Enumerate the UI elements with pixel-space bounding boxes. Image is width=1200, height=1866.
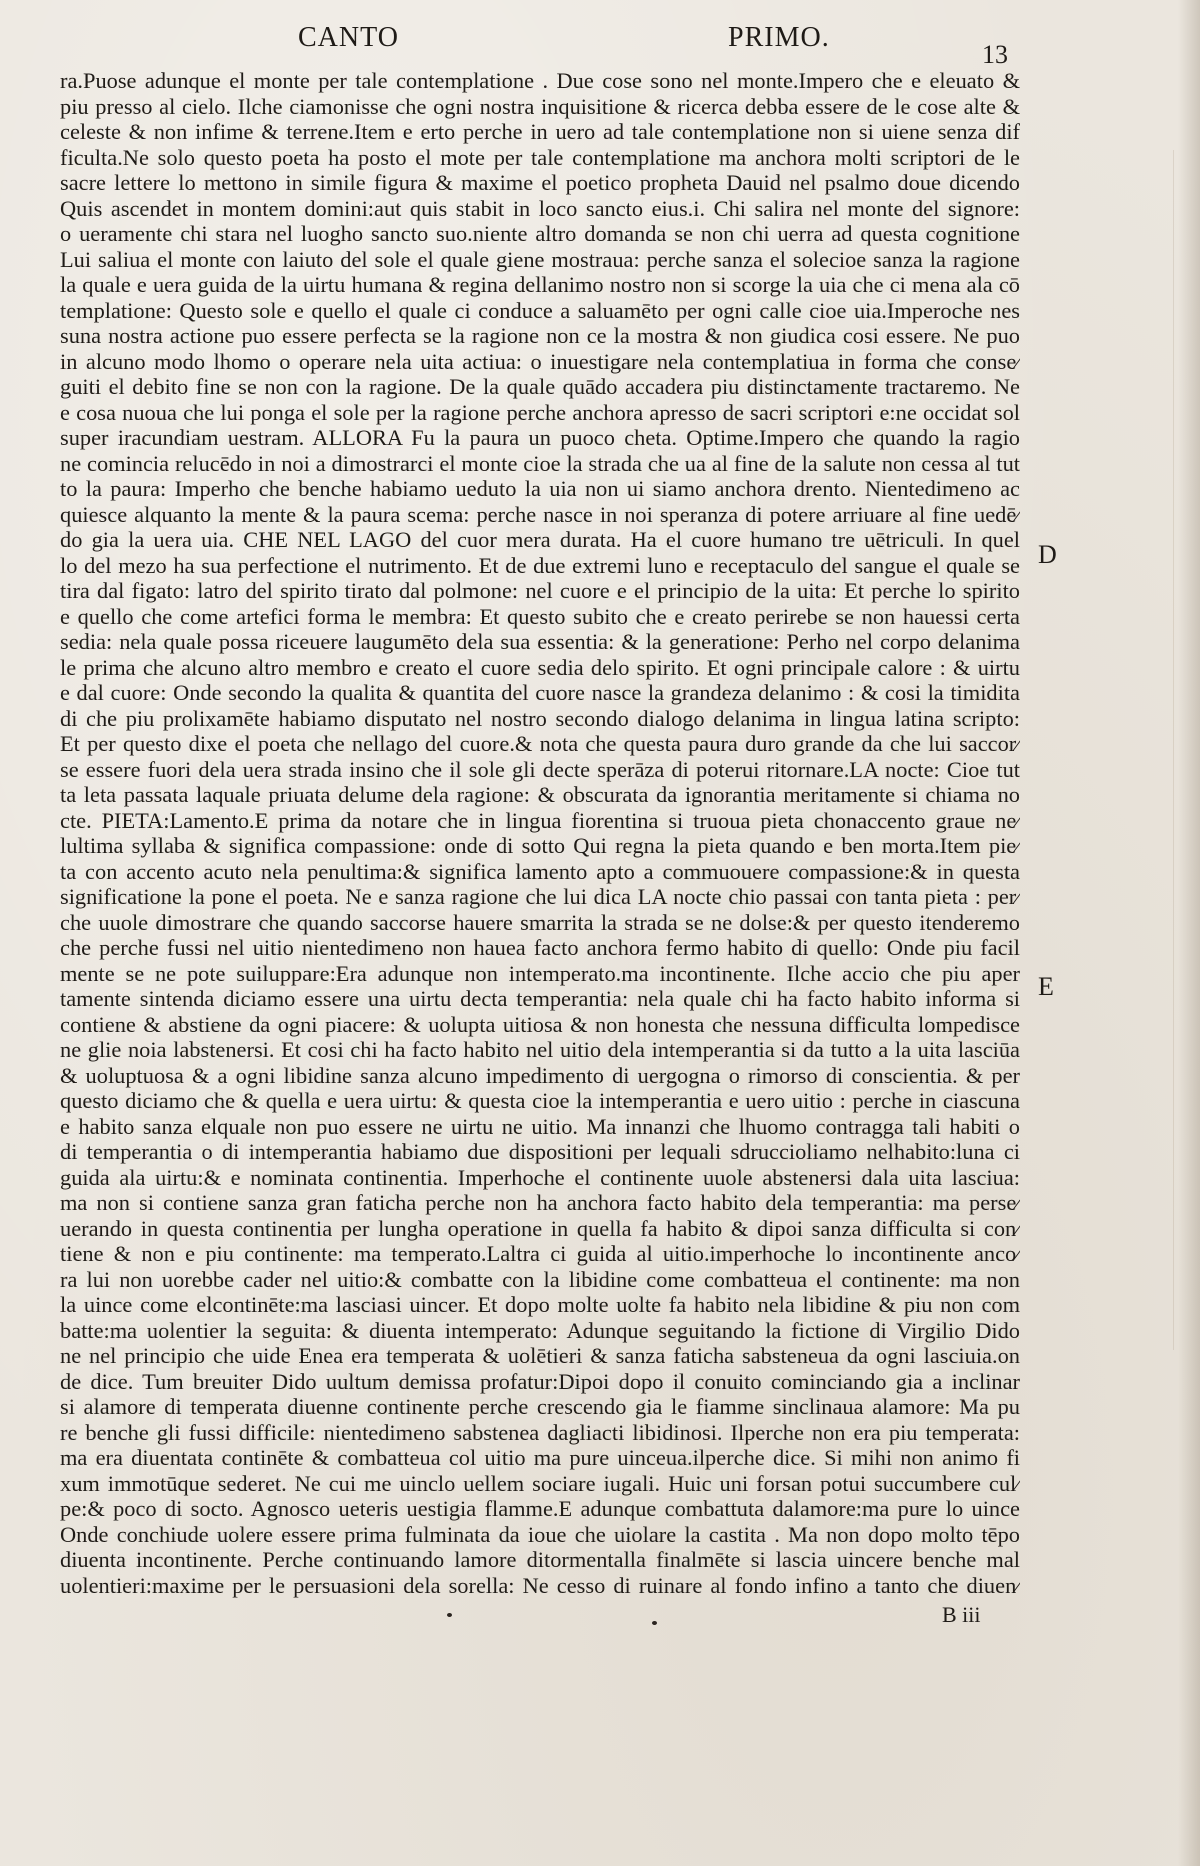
text-line: significatione la pone el poeta. Ne e sanza ragione che lui dica LA nocte chio passai con tanta pieta : per⁄	[60, 884, 1020, 909]
text-line: e habito sanza elquale non puo essere ne uirtu ne uitio. Ma innanzi che lhuomo contragga tali habiti o	[60, 1113, 1020, 1139]
commentary-text-block	[60, 68, 1020, 1598]
text-line: do gia la uera uia. CHE NEL LAGO del cuor mera durata. Ha el cuore humano tre uētriculi. In quel	[60, 527, 1020, 552]
text-line: quiesce alquanto la mente & la paura scema: perche nasce in noi speranza di potere arriuare al fine uedē⁄	[60, 501, 1020, 527]
folio-number: 13	[982, 40, 1008, 69]
text-line: ne comincia relucēdo in noi a dimostrarci el monte cioe la strada che ua al fine de la salute non cessa al tut	[60, 450, 1020, 476]
text-line: ra lui non uorebbe cader nel uitio:& combatte con la libidine come combatteua el continente: ma non	[60, 1266, 1020, 1292]
text-line: ma non si contiene sanza gran faticha perche non ha anchora facto habito dela temperantia: ma perse⁄	[60, 1190, 1020, 1215]
text-line: celeste & non infime & terrene.Item e erto perche in uero ad tale contemplatione non si uiene senza dif	[60, 119, 1020, 144]
margin-letter-e: E	[1038, 972, 1054, 1001]
text-line: che perche fussi nel uitio nientedimeno non hauea facto anchora fermo habito di quello: Onde piu facil	[60, 935, 1020, 960]
text-line: guida ala uirtu:& e nominata continentia. Imperhoche el continente uuole abstenersi dala uita lasciua:	[60, 1164, 1020, 1190]
text-line: che uuole dimostrare che quando saccorse hauere smarrita la strada se ne dolse:& per questo itenderemo	[60, 909, 1020, 935]
text-line: la quale e uera guida de la uirtu humana & regina dellanimo nostro non si scorge la uia che ci mena ala cō	[60, 272, 1020, 297]
text-line: Onde conchiude uolere essere prima fulminata da ioue che uiolare la castita . Ma non dopo molto tēpo	[60, 1521, 1020, 1547]
text-line: Et per questo dixe el poeta che nellago del cuore.& nota che questa paura duro grande da che lui saccor⁄	[60, 731, 1020, 756]
text-line: ne glie noia labstenersi. Et cosi chi ha facto habito nel uitio dela intemperantia si da tutto a la uita lasciūa	[60, 1037, 1020, 1062]
text-line: diuenta incontinente. Perche continuando lamore ditormentalla finalmēte si lascia uincere benche mal	[60, 1547, 1020, 1572]
page-crease	[1173, 150, 1174, 1350]
text-line: to la paura: Imperho che benche habiamo ueduto la uia non ui siamo anchora drento. Nientedimeno ac	[60, 476, 1020, 501]
text-line: se essere fuori dela uera strada insino che il sole gli decte sperāza di poterui ritornare.LA nocte: Cioe tut	[60, 756, 1020, 782]
text-line: ficulta.Ne solo questo poeta ha posto el mote per tale contemplatione ma anchora molti scriptori de le	[60, 144, 1020, 170]
text-line: & uoluptuosa & a ogni libidine sanza alcuno impedimento di uergogna o rimorso di conscientia. & per	[60, 1062, 1020, 1088]
text-line: tira dal figato: latro del spirito tirato dal polmone: nel cuore e el principio de la uita: Et perche lo spirito	[60, 578, 1020, 603]
text-line: o ueramente chi stara nel luogho sancto suo.niente altro domanda se non chi uerra ad questa cognitione	[60, 221, 1020, 246]
text-line: batte:ma uolentier la seguita: & diuenta intemperato: Adunque seguitando la fictione di Virgilio Dido	[60, 1317, 1020, 1343]
text-line: contiene & abstiene da ogni piacere: & uolupta uitiosa & non honesta che nessuna difficulta lompedisce	[60, 1011, 1020, 1037]
margin-letter-d: D	[1038, 540, 1057, 569]
text-line: tiene & non e piu continente: ma temperato.Laltra ci guida al uitio.imperhoche lo incontinente anco⁄	[60, 1241, 1020, 1266]
text-line: la uince come elcontinēte:ma lasciasi uincer. Et dopo molte uolte fa habito nela libidine & piu non com	[60, 1292, 1020, 1317]
running-head-left: CANTO	[298, 22, 399, 53]
text-line: templatione: Questo sole e quello el quale ci conduce a saluamēto per ogni calle cioe uia.Imperoche nes	[60, 297, 1020, 323]
text-line: questo diciamo che & quella e uera uirtu: & questa cioe la intemperantia e uero uitio : perche in ciascuna	[60, 1088, 1020, 1113]
text-line: de dice. Tum breuiter Dido uultum demissa profatur:Dipoi dopo il conuito cominciando gia a inclinar	[60, 1368, 1020, 1394]
text-line: super iracundiam uestram. ALLORA Fu la paura un puoco cheta. Optime.Impero che quando la ragio	[60, 425, 1020, 450]
text-line: ta con accento acuto nela penultima:& significa lamento apto a commuouere compassione:& in questa	[60, 858, 1020, 884]
text-line: lultima syllaba & significa compassione: onde di sotto Qui regna la pieta quando e ben morta.Item pie⁄	[60, 833, 1020, 858]
text-line: si alamore di temperata diuenne continente perche crescendo gia le fiamme sinclinaua alamore: Ma pu	[60, 1394, 1020, 1419]
text-line: ta leta passata laquale priuata delume dela ragione: & obscurata da ignorantia meritamente si chiama no	[60, 782, 1020, 807]
text-line: sedia: nela quale possa riceuere laugumēto dela sua essentia: & la generatione: Perho nel corpo delanima	[60, 629, 1020, 654]
text-line: Lui saliua el monte con laiuto del sole el quale giene mostraua: perche sanza el solecioe sanza la ragione	[60, 246, 1020, 272]
page-edge-shadow	[1178, 0, 1200, 1866]
text-line: xum immotūque sederet. Ne cui me uinclo uellem sociare iugali. Huic uni forsan potui succumbere cul⁄	[60, 1470, 1020, 1496]
text-line: re benche gli fussi difficile: nientedimeno sabstenea dagliacti libidinosi. Ilperche non era piu temperata:	[60, 1419, 1020, 1445]
text-line: e dal cuore: Onde secondo la qualita & quantita del cuore nasce la grandeza delanimo : & cosi la timidita	[60, 680, 1020, 705]
text-line: suna nostra actione puo essere perfecta se la ragione non ce la mostra & non giudica cosi essere. Ne puo	[60, 323, 1020, 348]
text-line: cte. PIETA:Lamento.E prima da notare che in lingua fiorentina si truoua pieta chonaccento graue ne⁄	[60, 807, 1020, 833]
text-line: piu presso al cielo. Ilche ciamonisse che ogni nostra inquisitione & ricerca debba essere de le cose alte &	[60, 93, 1020, 119]
text-line: uerando in questa continentia per lungha operatione in quella fa habito & dipoi sanza difficulta si con⁄	[60, 1215, 1020, 1241]
text-line: pe:& poco di socto. Agnosco ueteris uestigia flamme.E adunque combattuta dalamore:ma pure lo uince	[60, 1496, 1020, 1521]
text-line: e quello che come artefici forma le membra: Et questo subito che e creato perirebe se non hauessi certa	[60, 603, 1020, 629]
text-line: Quis ascendet in montem domini:aut quis stabit in loco sancto eius.i. Chi salira nel monte del signore:	[60, 195, 1020, 221]
text-line: lo del mezo ha sua perfectione el nutrimento. Et de due extremi luno e receptaculo del sangue el quale se	[60, 552, 1020, 578]
text-line: ma era diuentata continēte & combatteua col uitio ma pure uinceua.ilperche dice. Si mihi non animo fi	[60, 1445, 1020, 1470]
text-line: uolentieri:maxime per le persuasioni dela sorella: Ne cesso di ruinare al fondo infino a tanto che diuen⁄	[60, 1572, 1020, 1598]
text-line: ne nel principio che uide Enea era temperata & uolētieri & sanza faticha sabsteneua da ogni lasciuia.on	[60, 1343, 1020, 1368]
text-line: guiti el debito fine se non con la ragione. De la quale quādo accadera piu distinctamente tractaremo. Ne	[60, 374, 1020, 399]
text-line: in alcuno modo lhomo o operare nela uita actiua: o inuestigare nela contemplatiua in forma che conse⁄	[60, 348, 1020, 374]
text-line: mente se ne pote suiluppare:Era adunque non intemperato.ma incontinente. Ilche accio che piu aper	[60, 960, 1020, 986]
text-line: di che piu prolixamēte habiamo disputato nel nostro secondo dialogo delanima in lingua latina scripto:	[60, 705, 1020, 731]
ink-dot	[447, 1613, 452, 1617]
text-line: tamente sintenda diciamo essere una uirtu decta temperantia: nela quale chi ha facto habito informa si	[60, 986, 1020, 1011]
running-head-right: PRIMO.	[728, 22, 830, 53]
text-line: di temperantia o di intemperantia habiamo due dispositioni per lequali sdruccioliamo nelhabito:luna ci	[60, 1139, 1020, 1164]
text-line: ra.Puose adunque el monte per tale contemplatione . Due cose sono nel monte.Impero che e eleuato &	[60, 68, 1020, 93]
text-line: sacre lettere lo mettono in simile figura & maxime el poetico propheta Dauid nel psalmo doue dicendo	[60, 170, 1020, 195]
signature-mark: B iii	[942, 1602, 981, 1627]
text-line: e cosa nuoua che lui ponga el sole per la ragione perche anchora apresso de sacri scriptori e:ne occidat sol	[60, 399, 1020, 425]
ink-dot	[652, 1621, 657, 1625]
text-line: le prima che alcuno altro membro e creato el cuore sedia delo spirito. Et ogni principale calore : & uirtu	[60, 654, 1020, 680]
